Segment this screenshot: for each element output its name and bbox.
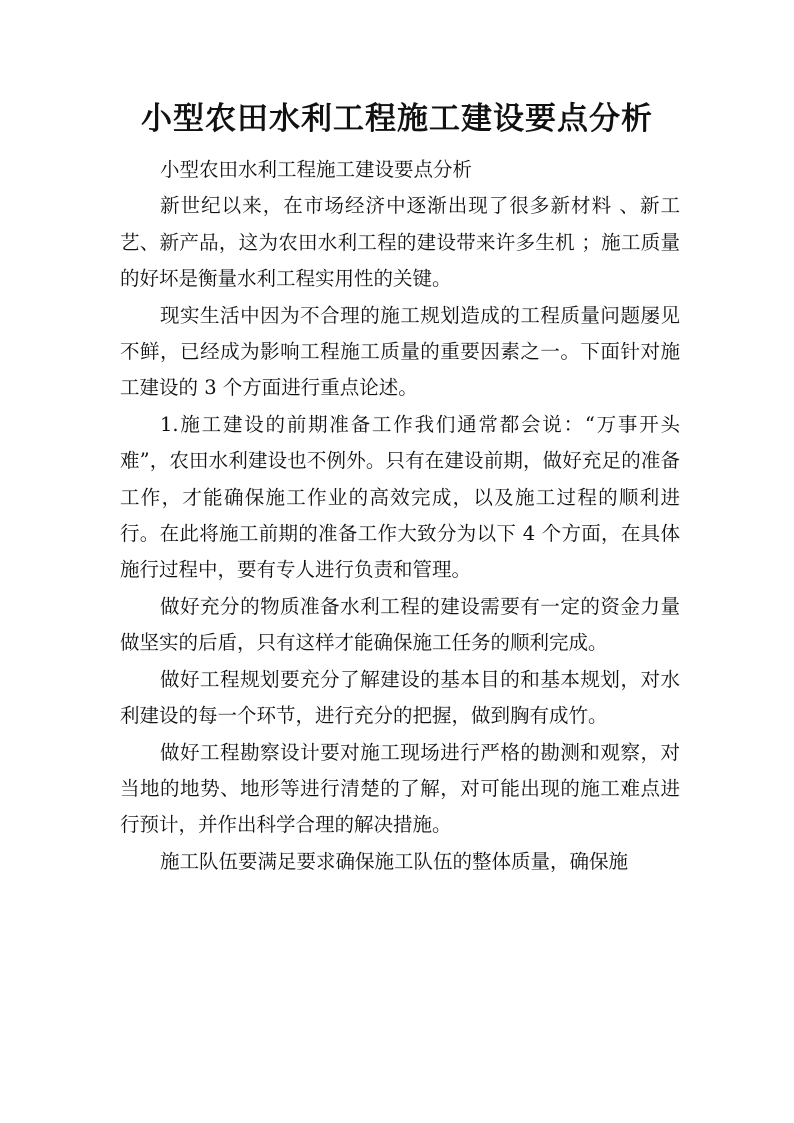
paragraph-problem: 现实生活中因为不合理的施工规划造成的工程质量问题屡见不鲜，已经成为影响工程施工质量的重要因素之一。下面针对施工建设的 3 个方面进行重点论述。 [120,303,680,400]
paragraph-materials: 做好充分的物质准备水利工程的建设需要有一定的资金力量做坚实的后盾，只有这样才能确保施工任务的顺利完成。 [120,594,680,655]
paragraph-survey: 做好工程勘察设计要对施工现场进行严格的勘测和观察，对当地的地势、地形等进行清楚的了解，对可能出现的施工难点进行预计，并作出科学合理的解决措施。 [120,740,680,837]
document-title: 小型农田水利工程施工建设要点分析 [141,101,653,137]
paragraph-team: 施工队伍要满足要求确保施工队伍的整体质量，确保施 [160,849,629,873]
document-subtitle: 小型农田水利工程施工建设要点分析 [160,158,473,181]
paragraph-intro: 新世纪以来，在市场经济中逐渐出现了很多新材料 、新工艺、新产品，这为农田水利工程的建设带来许多生机 ；施工质量的好坏是衡量水利工程实用性的关键。 [120,194,680,291]
paragraph-preparation: 1.施工建设的前期准备工作我们通常都会说：“万事开头难”，农田水利建设也不例外。只有在建设前期，做好充足的准备工作，才能确保施工作业的高效完成，以及施工过程的顺利进行。在此将施工前期的准备工作大致分为以下 4 个方面，在具体施行过程中，要有专人进行负责和管理。 [120,412,680,582]
document-body [120,152,680,880]
paragraph-planning: 做好工程规划要充分了解建设的基本目的和基本规划，对水利建设的每一个环节，进行充分的把握，做到胸有成竹。 [120,667,680,728]
